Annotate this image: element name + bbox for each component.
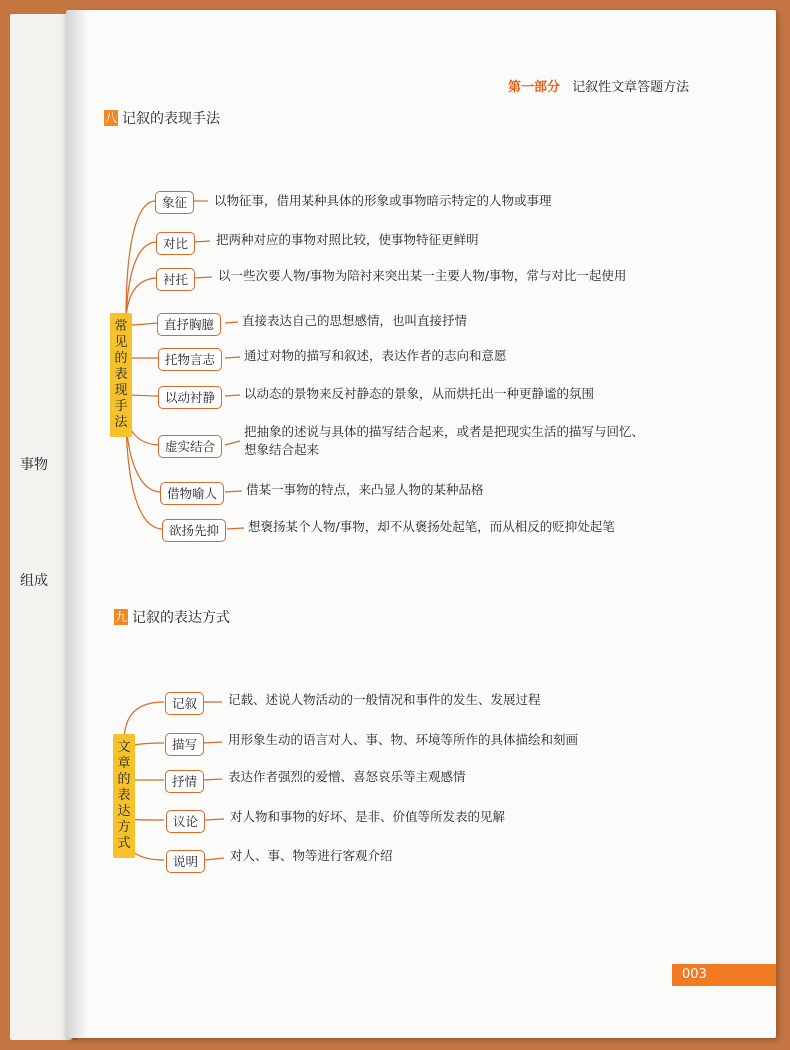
technique-node-virtual-real: 虚实结合 [158,435,222,458]
expression-desc: 对人、事、物等进行客观介绍 [230,848,393,863]
technique-node-motion-stillness: 以动衬静 [158,386,222,409]
technique-desc-line: 想象结合起来 [244,442,320,457]
expression-desc: 用形象生动的语言对人、事、物、环境等所作的具体描绘和刻画 [228,732,579,747]
page-number: 003 [672,964,776,986]
technique-node-object-person: 借物喻人 [160,482,224,505]
mindmap-root-label: 常见的表现手法 [110,313,132,437]
technique-desc [244,423,644,459]
technique-desc: 想褒扬某个人物/事物，却不从褒扬处起笔，而从相反的贬抑处起笔 [248,519,615,534]
technique-desc: 以动态的景物来反衬静态的景象，从而烘托出一种更静谧的氛围 [244,386,595,401]
expression-node-argument: 议论 [166,810,205,833]
technique-node-suppress-first: 欲扬先抑 [162,519,226,542]
expression-desc: 对人物和事物的好坏、是非、价值等所发表的见解 [230,809,506,824]
technique-desc: 通过对物的描写和叙述，表达作者的志向和意愿 [244,348,507,363]
expression-desc: 表达作者强烈的爱憎、喜怒哀乐等主观感情 [228,769,466,784]
technique-node-object-aspiration: 托物言志 [158,348,222,371]
technique-desc: 借某一事物的特点，来凸显人物的某种品格 [246,482,484,497]
section-number-badge: 八 [104,111,117,125]
technique-node-symbolism: 象征 [155,191,194,214]
expression-node-lyric: 抒情 [165,770,204,793]
expression-desc: 记载、述说人物活动的一般情况和事件的发生、发展过程 [228,692,541,707]
section-9-title [114,607,230,627]
technique-desc: 以一些次要人物/事物为陪衬来突出某一主要人物/事物，常与对比一起使用 [218,268,627,283]
expression-node-description: 描写 [165,733,204,756]
header-title: 记叙性文章答题方法 [572,80,690,95]
expression-node-exposition: 说明 [166,850,205,873]
technique-desc: 把两种对应的事物对照比较，使事物特征更鲜明 [216,232,479,247]
section-title-text: 记叙的表现手法 [122,111,220,127]
technique-node-foil: 衬托 [156,268,195,291]
expression-node-narration: 记叙 [165,692,204,715]
header-part: 第一部分 [508,80,561,95]
technique-node-direct-lyric: 直抒胸臆 [157,313,221,336]
technique-desc: 直接表达自己的思想感情，也叫直接抒情 [242,313,468,328]
mindmap-root-label: 文章的表达方式 [113,734,135,858]
left-page-fragment: 事物 [20,457,48,473]
technique-desc-line: 把抽象的述说与具体的描写结合起来，或者是把现实生活的描写与回忆、 [244,424,645,439]
left-page-fragment: 组成 [20,573,48,589]
technique-desc: 以物征事，借用某种具体的形象或事物暗示特定的人物或事理 [214,193,552,208]
section-title-text: 记叙的表达方式 [132,610,230,626]
technique-node-contrast: 对比 [156,232,195,255]
section-number-badge: 九 [114,610,127,624]
